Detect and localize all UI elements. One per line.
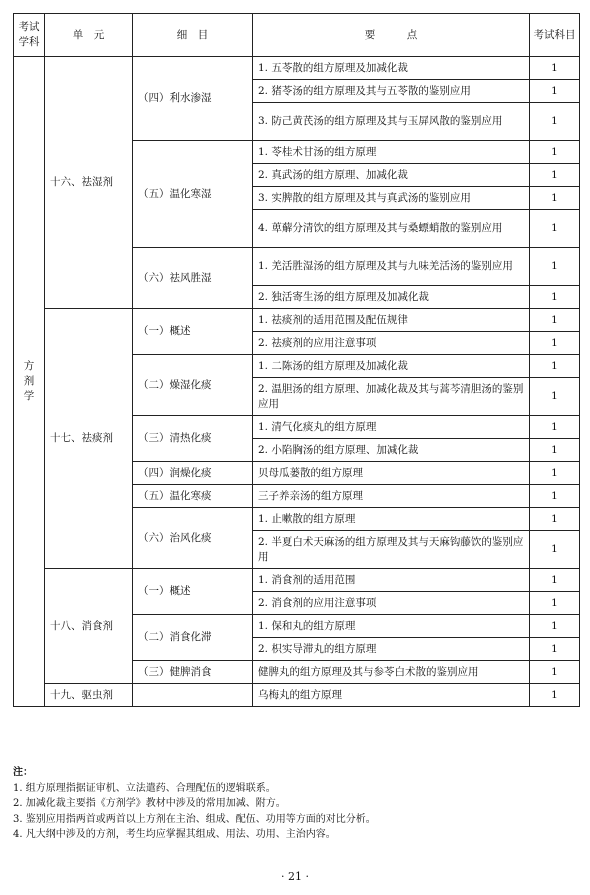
point-cell: 2. 消食剂的应用注意事项 — [253, 592, 530, 615]
item-cell: （五）温化寒湿 — [133, 141, 253, 248]
item-cell: （三）健脾消食 — [133, 661, 253, 684]
exam-cell: 1 — [530, 309, 580, 332]
point-cell: 2. 真武汤的组方原理、加减化裁 — [253, 164, 530, 187]
exam-cell: 1 — [530, 164, 580, 187]
note-item: 2. 加减化裁主要指《方剂学》教材中涉及的常用加减、附方。 — [13, 798, 286, 809]
item-cell — [133, 684, 253, 707]
exam-cell: 1 — [530, 248, 580, 286]
subject-cell: 方剂学 — [14, 57, 45, 707]
unit-cell: 十八、消食剂 — [45, 569, 133, 684]
exam-cell: 1 — [530, 141, 580, 164]
point-cell: 2. 小陷胸汤的组方原理、加减化裁 — [253, 439, 530, 462]
notes — [13, 765, 579, 843]
exam-cell: 1 — [530, 80, 580, 103]
exam-cell: 1 — [530, 531, 580, 569]
exam-cell: 1 — [530, 439, 580, 462]
item-cell: （五）温化寒痰 — [133, 485, 253, 508]
point-cell: 1. 祛痰剂的适用范围及配伍规律 — [253, 309, 530, 332]
point-cell: 2. 枳实导滞丸的组方原理 — [253, 638, 530, 661]
table-row — [14, 57, 580, 80]
point-cell: 健脾丸的组方原理及其与参苓白术散的鉴别应用 — [253, 661, 530, 684]
point-cell: 1. 羌活胜湿汤的组方原理及其与九味羌活汤的鉴别应用 — [253, 248, 530, 286]
exam-cell: 1 — [530, 187, 580, 210]
unit-cell: 十九、驱虫剂 — [45, 684, 133, 707]
exam-cell: 1 — [530, 378, 580, 416]
page-number: · 21 · — [281, 870, 309, 883]
point-cell: 2. 半夏白术天麻汤的组方原理及其与天麻钩藤饮的鉴别应用 — [253, 531, 530, 569]
point-cell: 1. 苓桂术甘汤的组方原理 — [253, 141, 530, 164]
header-unit: 单 元 — [45, 14, 133, 57]
table-body — [14, 57, 580, 707]
point-cell: 4. 萆薢分清饮的组方原理及其与桑螵蛸散的鉴别应用 — [253, 210, 530, 248]
header-row — [14, 14, 580, 57]
exam-cell: 1 — [530, 416, 580, 439]
exam-cell: 1 — [530, 615, 580, 638]
exam-cell: 1 — [530, 684, 580, 707]
table-row — [14, 309, 580, 332]
exam-cell: 1 — [530, 462, 580, 485]
point-cell: 1. 五苓散的组方原理及加减化裁 — [253, 57, 530, 80]
exam-cell: 1 — [530, 638, 580, 661]
note-item: 4. 凡大纲中涉及的方剂，考生均应掌握其组成、用法、功用、主治内容。 — [13, 829, 336, 840]
header-point: 要 点 — [253, 14, 530, 57]
point-cell: 贝母瓜蒌散的组方原理 — [253, 462, 530, 485]
point-cell: 2. 温胆汤的组方原理、加减化裁及其与蒿芩清胆汤的鉴别应用 — [253, 378, 530, 416]
exam-cell: 1 — [530, 286, 580, 309]
syllabus-table — [13, 13, 580, 707]
point-cell: 乌梅丸的组方原理 — [253, 684, 530, 707]
exam-cell: 1 — [530, 103, 580, 141]
point-cell: 3. 实脾散的组方原理及其与真武汤的鉴别应用 — [253, 187, 530, 210]
item-cell: （六）祛风胜湿 — [133, 248, 253, 309]
point-cell: 2. 独活寄生汤的组方原理及加减化裁 — [253, 286, 530, 309]
point-cell: 1. 清气化痰丸的组方原理 — [253, 416, 530, 439]
item-cell: （一）概述 — [133, 309, 253, 355]
item-cell: （四）利水渗湿 — [133, 57, 253, 141]
point-cell: 1. 保和丸的组方原理 — [253, 615, 530, 638]
exam-cell: 1 — [530, 332, 580, 355]
point-cell: 2. 猪苓汤的组方原理及其与五苓散的鉴别应用 — [253, 80, 530, 103]
exam-cell: 1 — [530, 355, 580, 378]
unit-cell: 十七、祛痰剂 — [45, 309, 133, 569]
exam-cell: 1 — [530, 508, 580, 531]
table-row — [14, 684, 580, 707]
point-cell: 三子养亲汤的组方原理 — [253, 485, 530, 508]
point-cell: 1. 止嗽散的组方原理 — [253, 508, 530, 531]
item-cell: （六）治风化痰 — [133, 508, 253, 569]
table-row — [14, 569, 580, 592]
item-cell: （二）消食化滞 — [133, 615, 253, 661]
item-cell: （四）润燥化痰 — [133, 462, 253, 485]
point-cell: 1. 消食剂的适用范围 — [253, 569, 530, 592]
exam-cell: 1 — [530, 592, 580, 615]
note-item: 3. 鉴别应用指两首或两首以上方剂在主治、组成、配伍、功用等方面的对比分析。 — [13, 813, 376, 825]
exam-cell: 1 — [530, 57, 580, 80]
unit-cell: 十六、祛湿剂 — [45, 57, 133, 309]
note-item: 1. 组方原理指据证审机、立法遣药、合理配伍的逻辑联系。 — [13, 782, 276, 794]
header-exam: 考试科目 — [530, 14, 580, 57]
exam-cell: 1 — [530, 569, 580, 592]
point-cell: 1. 二陈汤的组方原理及加减化裁 — [253, 355, 530, 378]
point-cell: 3. 防己黄芪汤的组方原理及其与玉屏风散的鉴别应用 — [253, 103, 530, 141]
item-cell: （一）概述 — [133, 569, 253, 615]
header-subject: 考试学科 — [14, 14, 45, 57]
exam-cell: 1 — [530, 210, 580, 248]
exam-cell: 1 — [530, 661, 580, 684]
header-item: 细 目 — [133, 14, 253, 57]
item-cell: （二）燥湿化痰 — [133, 355, 253, 416]
point-cell: 2. 祛痰剂的应用注意事项 — [253, 332, 530, 355]
exam-cell: 1 — [530, 485, 580, 508]
notes-title: 注： — [13, 767, 33, 778]
item-cell: （三）清热化痰 — [133, 416, 253, 462]
